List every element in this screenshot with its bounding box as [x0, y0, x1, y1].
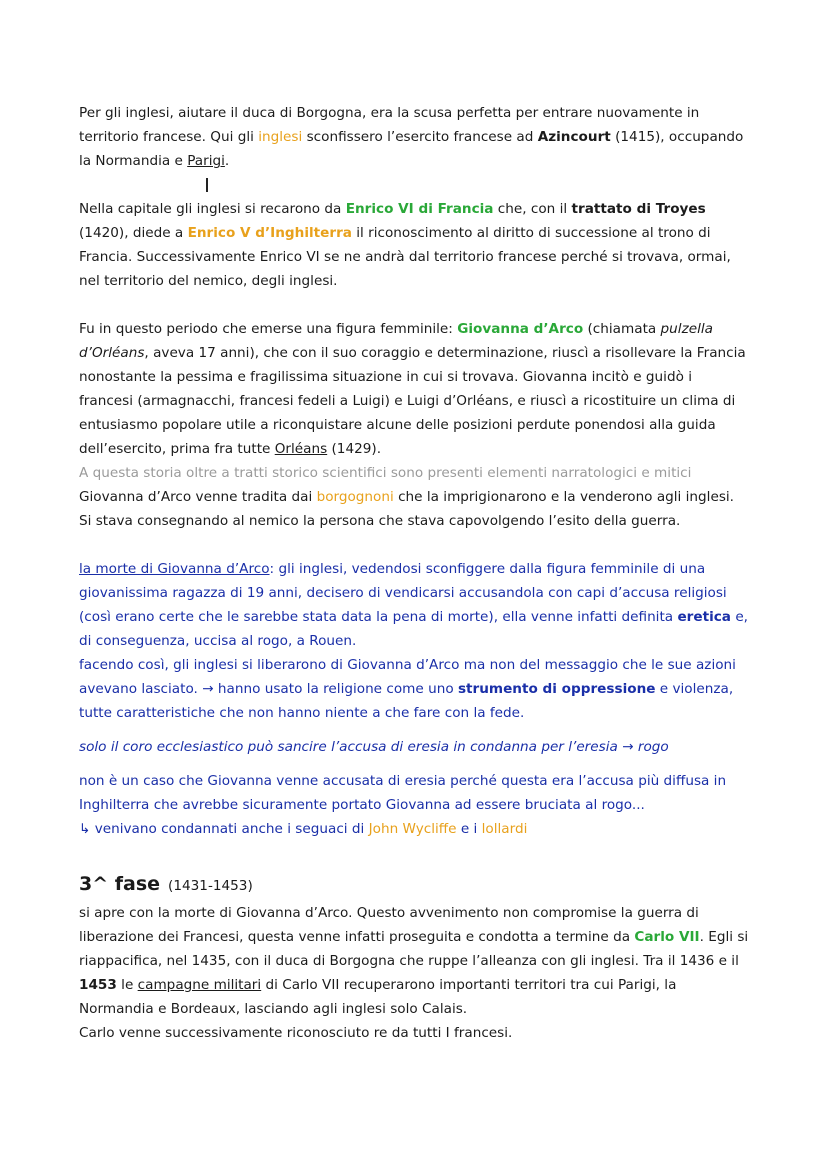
line-tradita [79, 485, 749, 509]
highlight-enrico-v: Enrico V d’Inghilterra [187, 225, 352, 241]
text: Fu in questo periodo che emerse una figura femminile: [79, 321, 458, 337]
paragraph-troyes [79, 197, 749, 293]
section-years: (1431-1453) [168, 878, 253, 894]
bold-eretica: eretica [677, 609, 731, 625]
text: e, di conseguenza, uccisa al rogo, a Rouen. [79, 609, 749, 649]
text: . Egli si riappacifica, nel 1435, con il duca di Borgogna che ruppe l’alleanza con gli inglesi. Tra il 1436 e il [79, 929, 749, 969]
highlight-enrico-vi: Enrico VI di Francia [345, 201, 494, 217]
text: . [224, 153, 230, 169]
highlight-inglesi: inglesi [258, 129, 303, 145]
link-morte-giovanna[interactable]: la morte di Giovanna d’Arco [79, 561, 270, 577]
text: : gli inglesi, vedendosi sconfiggere dalla figura femminile di una giovanissima ragazza di 19 anni, decisero di vendicarsi accusandola con capi d’accusa religiosi (così erano certe che le sarebbe stata data la pena di morte), ella venne infatti definita [79, 561, 727, 625]
document-body [79, 101, 749, 1045]
bold-troyes: trattato di Troyes [571, 201, 706, 217]
underline-orleans: Orléans [274, 441, 328, 457]
text: sconfissero l’esercito francese ad [302, 129, 538, 145]
line-riconosciuto: Carlo venne successivamente riconosciuto re da tutti I francesi. [79, 1025, 513, 1041]
text: e violenza, tutte caratteristiche che non hanno niente a che fare con la fede. [79, 681, 734, 721]
text: (1415), occupando la Normandia e [79, 129, 744, 169]
text: si apre con la morte di Giovanna d’Arco. Questo avvenimento non compromise la guerra di liberazione dei Francesi, questa venne infatti proseguita e condotta a termine da [79, 905, 699, 945]
highlight-giovanna: Giovanna d’Arco [457, 321, 584, 337]
bold-1453: 1453 [79, 977, 117, 993]
text: (1429). [327, 441, 382, 457]
highlight-borgognoni: borgognoni [316, 489, 394, 505]
text: che la imprigionarono e la venderono agli inglesi. [393, 489, 734, 505]
highlight-carlo: Carlo VII [634, 929, 700, 945]
bold-azincourt: Azincourt [537, 129, 611, 145]
text: e i [456, 821, 482, 837]
text: il riconoscimento al diritto di successione al trono di Francia. Successivamente Enrico VI se ne andrà dal territorio francese perché si trovava, ormai, nel territorio del nemico, degli inglesi. [79, 225, 731, 289]
highlight-lollardi: lollardi [481, 821, 528, 837]
text: Giovanna d’Arco venne tradita dai [79, 489, 317, 505]
paragraph-burgundy [79, 101, 749, 173]
text: che, con il [493, 201, 572, 217]
text: ↳ venivano condannati anche i seguaci di [79, 821, 369, 837]
line-consegnando: Si stava consegnando al nemico la persona che stava capovolgendo l’esito della guerra. [79, 513, 681, 529]
paragraph-giovanna [79, 317, 749, 461]
italic-pulzella: pulzella d’Orléans [79, 321, 713, 361]
text-cursor [79, 173, 749, 197]
note-grey: A questa storia oltre a tratti storico scientifici sono presenti elementi narratologici e mitici [79, 465, 692, 481]
section-heading-row [79, 869, 749, 901]
paragraph-fase3 [79, 901, 749, 1021]
text: (1420), diede a [79, 225, 188, 241]
text: facendo così, gli inglesi si liberarono di Giovanna d’Arco ma non del messaggio che le sue azioni avevano lasciato. → hanno usato la religione come uno [79, 657, 736, 697]
highlight-wycliffe: John Wycliffe [368, 821, 457, 837]
text: Nella capitale gli inglesi si recarono da [79, 201, 346, 217]
text: (chiamata [583, 321, 661, 337]
underline-campagne: campagne militari [137, 977, 262, 993]
italic-note-rogo: solo il coro ecclesiastico può sancire l’accusa di eresia in condanna per l’eresia → rogo [79, 739, 669, 755]
text: di Carlo VII recuperarono importanti territori tra cui Parigi, la Normandia e Bordeaux, lasciando agli inglesi solo Calais. [79, 977, 677, 1017]
line-seguaci [79, 817, 749, 841]
text: le [116, 977, 138, 993]
text: Per gli inglesi, aiutare il duca di Borgogna, era la scusa perfetta per entrare nuovamente in territorio francese. Qui gli [79, 105, 700, 145]
paragraph-oppressione [79, 653, 749, 725]
underline-parigi: Parigi [187, 153, 225, 169]
text: , aveva 17 anni), che con il suo coraggio e determinazione, riuscì a risollevare la Francia nonostante la pessima e fragilissima situazione in cui si trovava. Giovanna incitò e guidò i francesi (armagnacchi, francesi fedeli a Luigi) e Luigi d’Orléans, e riuscì a ricostituire un clima di entusiasmo popolare utile a riconquistare alcune delle posizioni perdute ponendosi alla guida dell’esercito, prima fra tutte [79, 345, 746, 457]
paragraph-morte [79, 557, 749, 653]
paragraph-eresia: non è un caso che Giovanna venne accusata di eresia perché questa era l’accusa più diffusa in Inghilterra che avrebbe sicuramente portato Giovanna ad essere bruciata al rogo... [79, 773, 727, 813]
section-heading: 3^ fase [79, 873, 161, 895]
bold-strumento: strumento di oppressione [457, 681, 656, 697]
